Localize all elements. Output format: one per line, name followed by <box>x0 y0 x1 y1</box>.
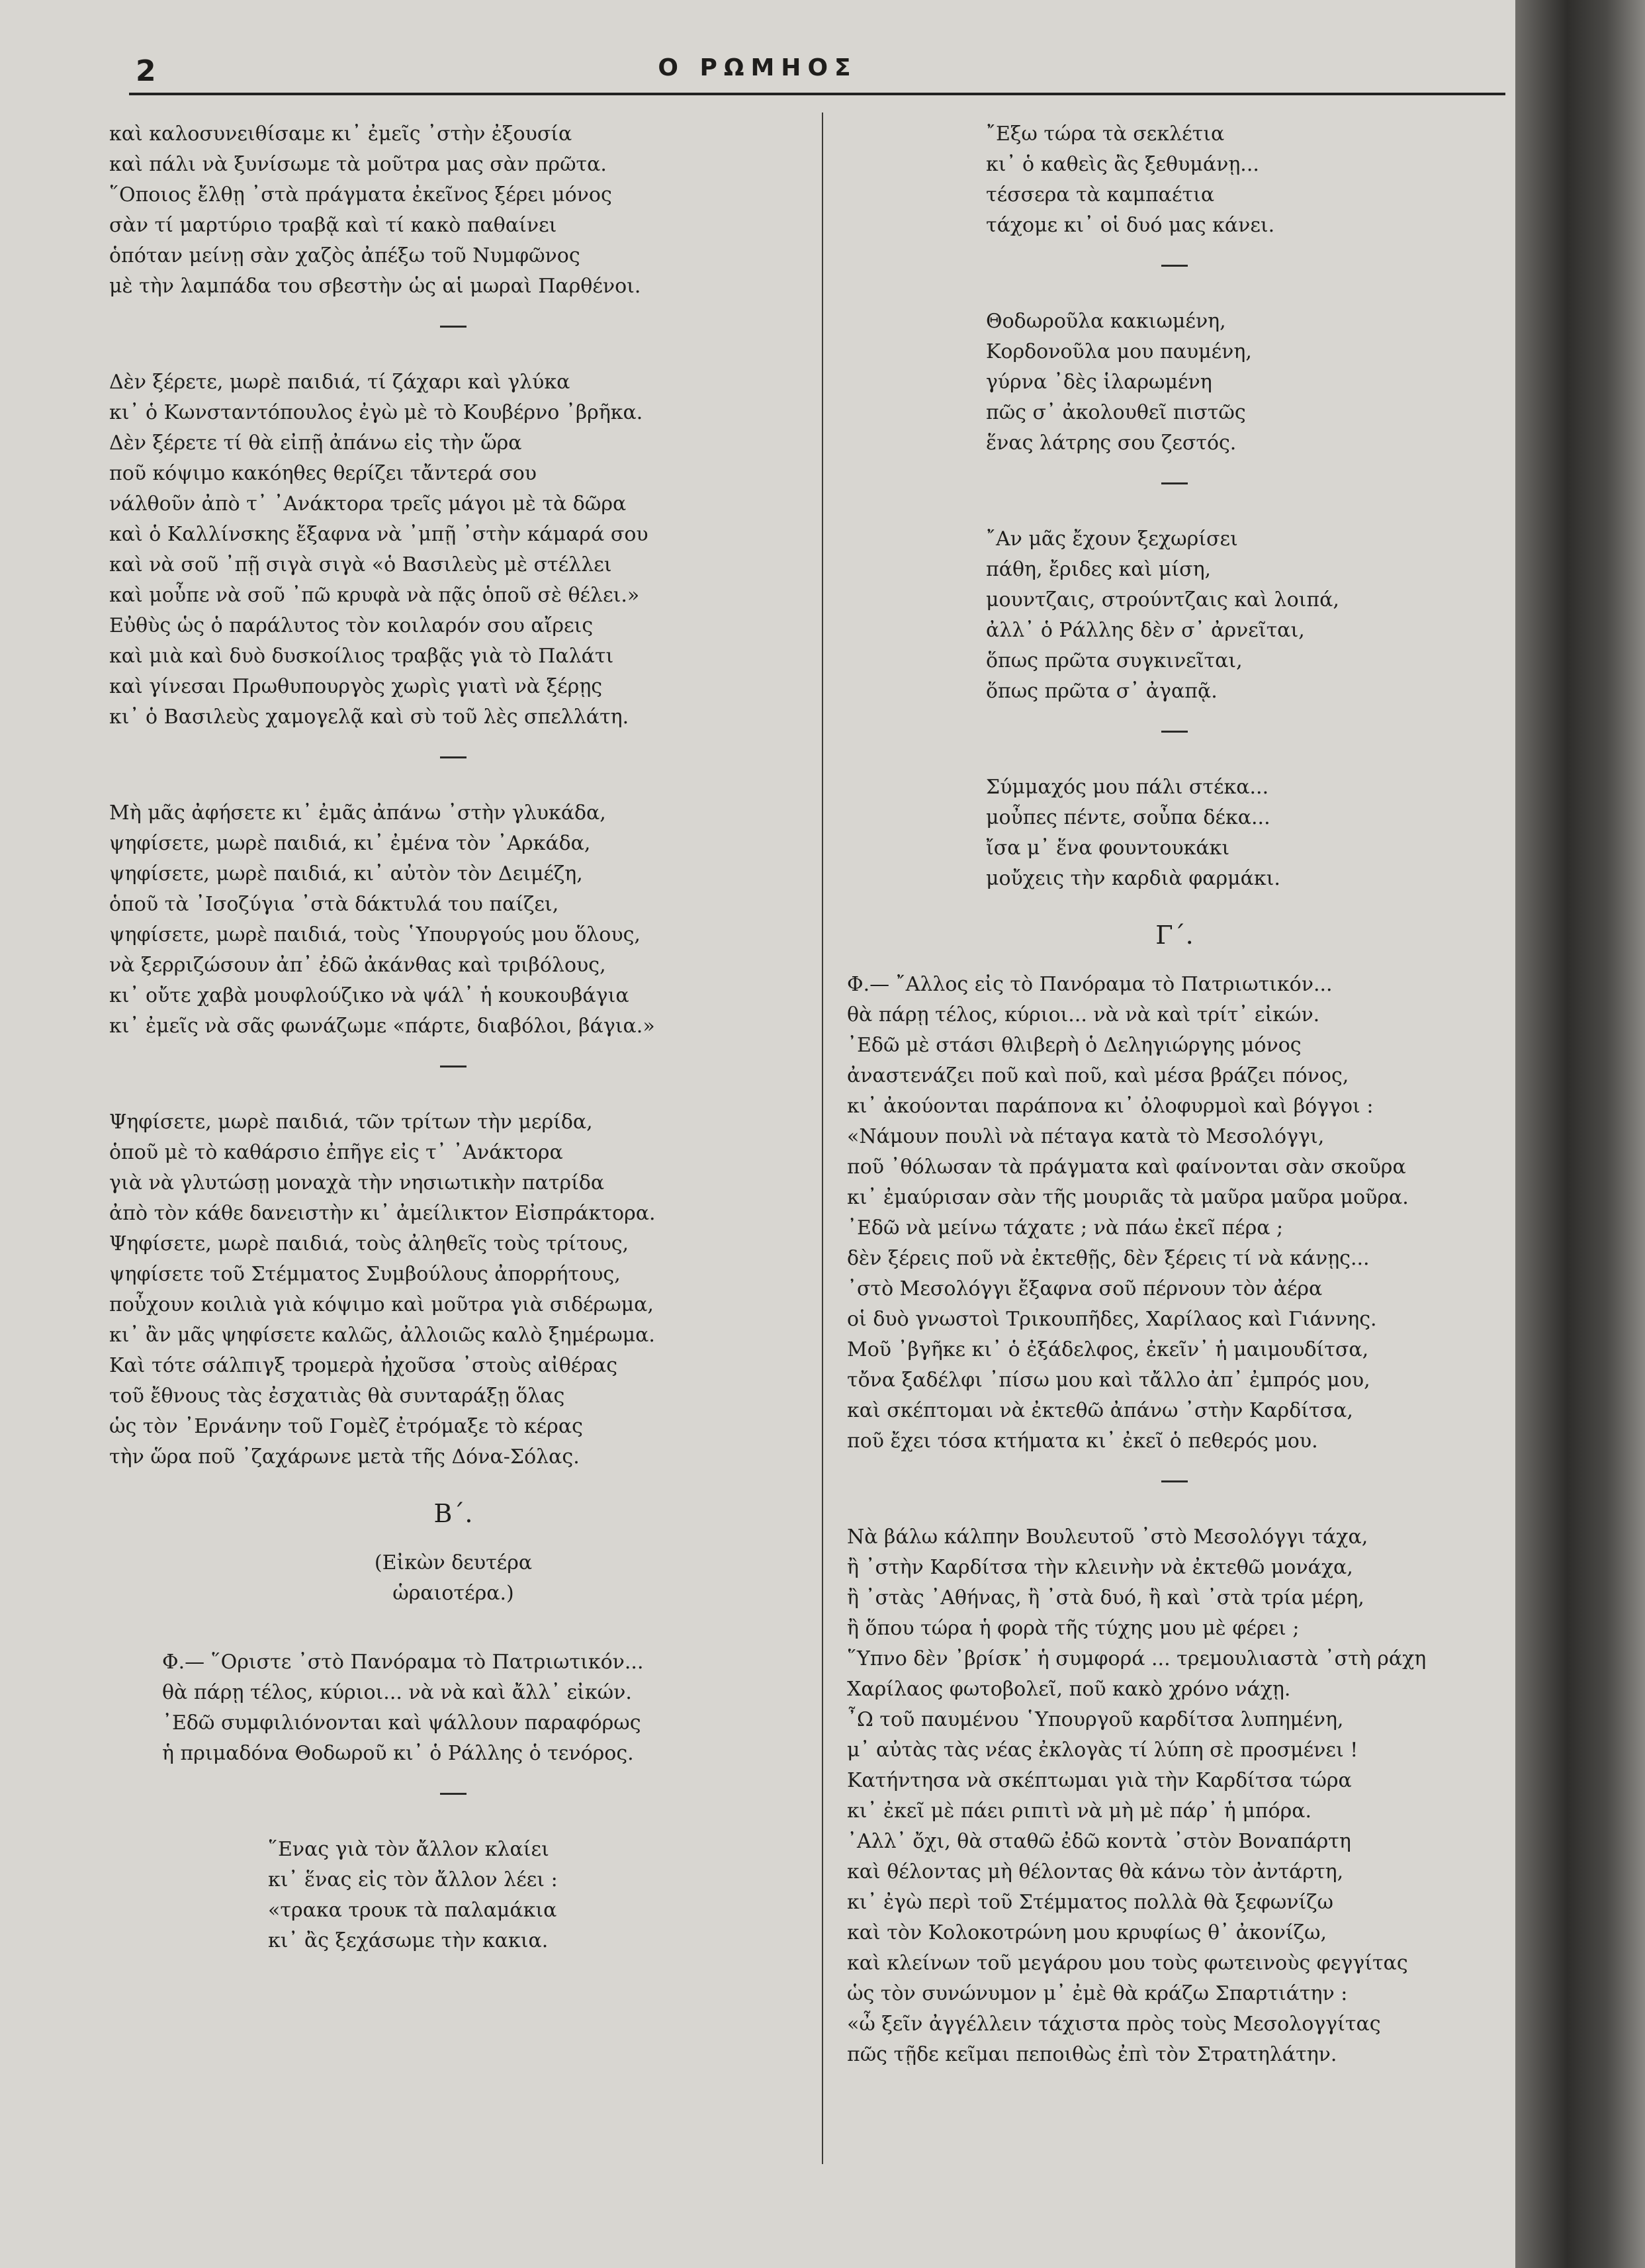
stanza <box>109 798 797 1042</box>
verse-line: κι᾿ ἐμαύρισαν σὰν τῆς μουριᾶς τὰ μαῦρα μαῦρα μοῦρα. <box>847 1186 1409 1209</box>
verse-line: τὄνα ξαδέλφι ᾿πίσω μου καὶ τἄλλο ἀπ᾿ ἐμπρός μου, <box>847 1369 1370 1392</box>
stanza <box>268 1835 797 1956</box>
verse-line: τοῦ ἔθνους τὰς ἐσχατιὰς θὰ συνταράξῃ ὅλας <box>109 1384 565 1408</box>
verse-line: Κορδονοῦλα μου παυμένη, <box>986 340 1252 363</box>
verse-line: ῞Οποιος ἔλθῃ ᾿στὰ πράγματα ἐκεῖνος ξέρει μόνος <box>109 183 612 206</box>
verse-line: ὁποῦ μὲ τὸ καθάρσιο ἐπῆγε εἰς τ᾿ ᾿Ανάκτορα <box>109 1141 563 1164</box>
verse-line: καὶ θέλοντας μὴ θέλοντας θὰ κάνω τὸν ἀντάρτη, <box>847 1860 1344 1883</box>
stanza <box>109 1107 797 1473</box>
stanza-separator <box>1161 731 1188 733</box>
section-heading: Β΄. <box>433 1499 473 1528</box>
verse-line: σὰν τί μαρτύριο τραβᾷ καὶ τί κακὸ παθαίνει <box>109 214 557 237</box>
verse-line: τάχομε κι᾿ οἱ δυό μας κάνει. <box>986 214 1275 237</box>
verse-line: ῏Ω τοῦ παυμένου ῾Υπουργοῦ καρδίτσα λυπημένη, <box>847 1708 1344 1731</box>
verse-line: ψηφίσετε, μωρὲ παιδιά, τοὺς ῾Υπουργούς μου ὅλους, <box>109 923 641 946</box>
verse-line: ὁποῦ τὰ ᾿Ισοζύγια ᾿στὰ δάκτυλά του παίζει, <box>109 893 559 916</box>
verse-line: «τρακα τρουκ τὰ παλαμάκια <box>268 1899 557 1922</box>
verse-line: καὶ μιὰ καὶ δυὸ δυσκοίλιος τραβᾷς γιὰ τὸ Παλάτι <box>109 645 614 668</box>
stanza <box>986 524 1502 707</box>
stanza-separator <box>440 756 467 758</box>
verse-line: ὅπως πρῶτα συγκινεῖται, <box>986 649 1243 672</box>
verse-line: Νὰ βάλω κάλπην Βουλευτοῦ ᾿στὸ Μεσολόγγι τάχα, <box>847 1525 1368 1549</box>
verse-line: ῎Εξω τώρα τὰ σεκλέτια <box>986 122 1225 146</box>
verse-line: θὰ πάρῃ τέλος, κύριοι... νὰ νὰ καὶ τρίτ᾿ εἰκών. <box>847 1003 1320 1026</box>
section-subtitle <box>109 1548 797 1609</box>
header-rule <box>129 93 1505 95</box>
stanza <box>109 119 797 302</box>
verse-line: κι᾿ ὁ Κωνσταντόπουλος ἐγὼ μὲ τὸ Κουβέρνο ᾿βρῆκα. <box>109 401 643 424</box>
verse-line: πῶς τῇδε κεῖμαι πεποιθὼς ἐπὶ τὸν Στρατηλάτην. <box>847 2043 1337 2066</box>
book-spine-shadow <box>1515 0 1645 2268</box>
verse-line: κι᾿ ἐκεῖ μὲ πάει ριπιτὶ νὰ μὴ μὲ πάρ᾿ ἡ μπόρα. <box>847 1799 1312 1823</box>
stanza-separator <box>440 1793 467 1795</box>
stanza <box>986 119 1502 241</box>
verse-line: μοὔχεις τὴν καρδιὰ φαρμάκι. <box>986 867 1280 890</box>
verse-line: Καὶ τότε σάλπιγξ τρομερὰ ἠχοῦσα ᾿στοὺς αἰθέρας <box>109 1354 618 1377</box>
verse-line: ᾿Εδῶ μὲ στάσι θλιβερὴ ὁ Δεληγιώργης μόνος <box>847 1034 1302 1057</box>
verse-line: ὡς τὸν ᾿Ερνάνην τοῦ Γομὲζ ἐτρόμαξε τὸ κέρας <box>109 1415 583 1438</box>
stanza <box>847 970 1502 1457</box>
verse-line: ὁπόταν μείνῃ σὰν χαζὸς ἀπέξω τοῦ Νυμφῶνος <box>109 244 580 267</box>
verse-line: ποῦ κόψιμο κακόηθες θερίζει τἄντερά σου <box>109 462 537 485</box>
verse-line: Μὴ μᾶς ἀφήσετε κι᾿ ἐμᾶς ἀπάνω ᾿στὴν γλυκάδα, <box>109 801 606 825</box>
left-column <box>109 119 797 1968</box>
masthead-title: Ο ΡΩΜΗΟΣ <box>658 54 858 81</box>
section-heading: Γ΄. <box>1155 921 1194 950</box>
verse-line: κι᾿ ἀκούονται παράπονα κι᾿ ὀλοφυρμοὶ καὶ βόγγοι : <box>847 1095 1374 1118</box>
verse-line: καὶ νὰ σοῦ ᾿πῇ σιγὰ σιγὰ «ὁ Βασιλεὺς μὲ στέλλει <box>109 553 612 576</box>
verse-line: κι᾿ ἐγὼ περὶ τοῦ Στέμματος πολλὰ θὰ ξεφωνίζω <box>847 1891 1334 1914</box>
verse-line: μοὖπες πέντε, σοὖπα δέκα... <box>986 806 1270 829</box>
stanza <box>986 772 1502 894</box>
verse-line: ῎Αν μᾶς ἔχουν ξεχωρίσει <box>986 527 1238 551</box>
verse-line: Φ.— ῞Οριστε ᾿στὸ Πανόραμα τὸ Πατριωτικόν... <box>162 1651 644 1674</box>
verse-line: Κατήντησα νὰ σκέπτωμαι γιὰ τὴν Καρδίτσα τώρα <box>847 1769 1352 1792</box>
verse-line: καὶ πάλι νὰ ξυνίσωμε τὰ μοῦτρα μας σὰν πρῶτα. <box>109 153 607 176</box>
verse-line: πῶς σ᾿ ἀκολουθεῖ πιστῶς <box>986 401 1246 424</box>
verse-line: καὶ καλοσυνειθίσαμε κι᾿ ἐμεῖς ᾿στὴν ἐξουσία <box>109 122 572 146</box>
verse-line: κι᾿ ἐμεῖς νὰ σᾶς φωνάζωμε «πάρτε, διαβόλοι, βάγια.» <box>109 1015 655 1038</box>
stanza <box>162 1647 797 1769</box>
verse-line: ποῦ ἔχει τόσα κτήματα κι᾿ ἐκεῖ ὁ πεθερός μου. <box>847 1429 1318 1453</box>
verse-line: ᾿στὸ Μεσολόγγι ἔξαφνα σοῦ πέρνουν τὸν ἀέρα <box>847 1277 1323 1300</box>
stanza <box>847 1522 1502 2070</box>
verse-line: ποῦ ᾿θόλωσαν τὰ πράγματα καὶ φαίνονται σὰν σκοῦρα <box>847 1156 1406 1179</box>
verse-line: γιὰ νὰ γλυτώσῃ μοναχὰ τὴν νησιωτικὴν πατρίδα <box>109 1171 605 1195</box>
verse-line: κι᾿ ἂν μᾶς ψηφίσετε καλῶς, ἀλλοιῶς καλὸ ξημέρωμα. <box>109 1324 655 1347</box>
stanza <box>986 306 1502 459</box>
verse-line: νὰ ξερριζώσουν ἀπ᾿ ἐδῶ ἀκάνθας καὶ τριβόλους, <box>109 954 606 977</box>
verse-line: ἕνας λάτρης σου ζεστός. <box>986 431 1237 455</box>
verse-line: ψηφίσετε τοῦ Στέμματος Συμβούλους ἀπορρήτους, <box>109 1263 621 1286</box>
verse-line: μὲ τὴν λαμπάδα του σβεστὴν ὡς αἱ μωραὶ Παρθένοι. <box>109 275 641 298</box>
verse-line: γύρνα ᾿δὲς ἱλαρωμένη <box>986 371 1212 394</box>
stanza-separator <box>1161 482 1188 484</box>
verse-line: τὴν ὥρα ποῦ ᾿ζαχάρωνε μετὰ τῆς Δόνα-Σόλας. <box>109 1445 580 1469</box>
verse-line: θὰ πάρῃ τέλος, κύριοι... νὰ νὰ καὶ ἄλλ᾿ εἰκών. <box>162 1681 632 1704</box>
verse-line: ἀπὸ τὸν κάθε δανειστὴν κι᾿ ἀμείλικτον Εἰσπράκτορα. <box>109 1202 656 1225</box>
verse-line: κι᾿ ἂς ξεχάσωμε τὴν κακια. <box>268 1929 549 1952</box>
verse-line: ψηφίσετε, μωρὲ παιδιά, κι᾿ αὐτὸν τὸν Δειμέζη, <box>109 862 583 885</box>
stanza <box>109 367 797 733</box>
stanza-separator <box>440 1066 467 1067</box>
stanza-separator <box>440 326 467 328</box>
subtitle-line: ὡραιοτέρα.) <box>392 1582 514 1605</box>
verse-line: ἀλλ᾿ ὁ Ράλλης δὲν σ᾿ ἀρνεῖται, <box>986 619 1305 642</box>
verse-line: Ψηφίσετε, μωρὲ παιδιά, τῶν τρίτων τὴν μερίδα, <box>109 1111 593 1134</box>
verse-line: «Νάμουν πουλὶ νὰ πέταγα κατὰ τὸ Μεσολόγγι, <box>847 1125 1325 1148</box>
verse-line: καὶ σκέπτομαι νὰ ἐκτεθῶ ἀπάνω ᾿στὴν Καρδίτσα, <box>847 1399 1353 1422</box>
verse-line: Ψηφίσετε, μωρὲ παιδιά, τοὺς ἀληθεῖς τοὺς τρίτους, <box>109 1232 629 1255</box>
verse-line: ῞Υπνο δὲν ᾿βρίσκ᾿ ἡ συμφορά ... τρεμουλιαστὰ ᾿στὴ ράχη <box>847 1647 1427 1670</box>
verse-line: ὅπως πρῶτα σ᾿ ἀγαπᾷ. <box>986 680 1218 703</box>
verse-line: Φ.— ῎Αλλος εἰς τὸ Πανόραμα τὸ Πατριωτικόν... <box>847 973 1333 996</box>
right-column <box>847 119 1502 2082</box>
stanza-separator <box>1161 1480 1188 1482</box>
verse-line: Μοῦ ᾿βγῆκε κι᾿ ὁ ἐξάδελφος, ἐκεῖν᾿ ἡ μαιμουδίτσα, <box>847 1338 1369 1361</box>
verse-line: κι᾿ ὁ Βασιλεὺς χαμογελᾷ καὶ σὺ τοῦ λὲς σπελλάτη. <box>109 705 629 729</box>
verse-line: Θοδωροῦλα κακιωμένη, <box>986 310 1226 333</box>
verse-line: ἢ ὅπου τώρα ἡ φορὰ τῆς τύχης μου μὲ φέρει ; <box>847 1617 1300 1640</box>
verse-line: ἢ ᾿στὴν Καρδίτσα τὴν κλεινὴν νὰ ἐκτεθῶ μονάχα, <box>847 1556 1353 1579</box>
column-divider <box>822 113 823 2164</box>
verse-line: νάλθοῦν ἀπὸ τ᾿ ᾿Ανάκτορα τρεῖς μάγοι μὲ τὰ δῶρα <box>109 492 627 516</box>
verse-line: κι᾿ ἕνας εἰς τὸν ἄλλον λέει : <box>268 1868 558 1891</box>
verse-line: ἀναστενάζει ποῦ καὶ ποῦ, καὶ μέσα βράζει πόνος, <box>847 1064 1349 1087</box>
verse-line: ποὖχουν κοιλιὰ γιὰ κόψιμο καὶ μοῦτρα γιὰ σιδέρωμα, <box>109 1293 654 1316</box>
verse-line: ῞Ενας γιὰ τὸν ἄλλον κλαίει <box>268 1838 549 1861</box>
verse-line: πάθη, ἔριδες καὶ μίση, <box>986 558 1212 581</box>
verse-line: Χαρίλαος φωτοβολεῖ, ποῦ κακὸ χρόνο νάχῃ. <box>847 1678 1291 1701</box>
verse-line: κι᾿ οὔτε χαβὰ μουφλούζικο νὰ ψάλ᾿ ἡ κουκουβάγια <box>109 984 629 1007</box>
verse-line: καὶ κλείνων τοῦ μεγάρου μου τοὺς φωτεινοὺς φεγγίτας <box>847 1952 1408 1975</box>
verse-line: «ὦ ξεῖν ἀγγέλλειν τάχιστα πρὸς τοὺς Μεσολογγίτας <box>847 2013 1381 2036</box>
verse-line: Σύμμαχός μου πάλι στέκα... <box>986 776 1269 799</box>
verse-line: τέσσερα τὰ καμπαέτια <box>986 183 1215 206</box>
verse-line: μ᾿ αὐτὰς τὰς νέας ἐκλογὰς τί λύπη σὲ προσμένει ! <box>847 1739 1358 1762</box>
verse-line: οἱ δυὸ γνωστοὶ Τρικουπῆδες, Χαρίλαος καὶ Γιάννης. <box>847 1308 1377 1331</box>
verse-line: κι᾿ ὁ καθεὶς ἂς ξεθυμάνῃ... <box>986 153 1259 176</box>
verse-line: ἢ ᾿στὰς ᾿Αθήνας, ἢ ᾿στὰ δυό, ἢ καὶ ᾿στὰ τρία μέρη, <box>847 1586 1364 1610</box>
verse-line: ᾿Αλλ᾿ ὄχι, θὰ σταθῶ ἐδῶ κοντὰ ᾿στὸν Βοναπάρτη <box>847 1830 1351 1853</box>
verse-line: Εὐθὺς ὡς ὁ παράλυτος τὸν κοιλαρόν σου αἴρεις <box>109 614 594 637</box>
verse-line: ὡς τὸν συνώνυμον μ᾿ ἐμὲ θὰ κράζω Σπαρτιάτην : <box>847 1982 1348 2005</box>
verse-line: μουντζαις, στρούντζαις καὶ λοιπά, <box>986 588 1339 612</box>
verse-line: ᾿Εδῶ νὰ μείνω τάχατε ; νὰ πάω ἐκεῖ πέρα ; <box>847 1216 1284 1240</box>
verse-line: Δὲν ξέρετε τί θὰ εἰπῇ ἀπάνω εἰς τὴν ὥρα <box>109 431 522 455</box>
verse-line: ψηφίσετε, μωρὲ παιδιά, κι᾿ ἐμένα τὸν ᾿Αρκάδα, <box>109 832 591 855</box>
verse-line: καὶ μοὖπε νὰ σοῦ ᾿πῶ κρυφὰ νὰ πᾷς ὁποῦ σὲ θέλει.» <box>109 584 640 607</box>
subtitle-line: (Εἰκὼν δευτέρα <box>374 1551 533 1574</box>
verse-line: Δὲν ξέρετε, μωρὲ παιδιά, τί ζάχαρι καὶ γλύκα <box>109 371 570 394</box>
verse-line: δὲν ξέρεις ποῦ νὰ ἐκτεθῇς, δὲν ξέρεις τί νὰ κάνῃς... <box>847 1247 1370 1270</box>
verse-line: καὶ τὸν Κολοκοτρώνη μου κρυφίως θ᾿ ἀκονίζω, <box>847 1921 1327 1944</box>
verse-line: καὶ γίνεσαι Πρωθυπουργὸς χωρὶς γιατὶ νὰ ξέρῃς <box>109 675 603 698</box>
verse-line: καὶ ὁ Καλλίνσκης ἔξαφνα νὰ ᾿μπῇ ᾿στὴν κάμαρά σου <box>109 523 648 546</box>
verse-line: ᾿Εδῶ συμφιλιόνονται καὶ ψάλλουν παραφόρως <box>162 1711 641 1735</box>
verse-line: ἴσα μ᾿ ἕνα φουντουκάκι <box>986 837 1230 860</box>
verse-line: ἡ πριμαδόνα Θοδωροῦ κι᾿ ὁ Ράλλης ὁ τενόρος. <box>162 1742 634 1765</box>
stanza-separator <box>1161 265 1188 267</box>
page-number: 2 <box>136 54 156 88</box>
